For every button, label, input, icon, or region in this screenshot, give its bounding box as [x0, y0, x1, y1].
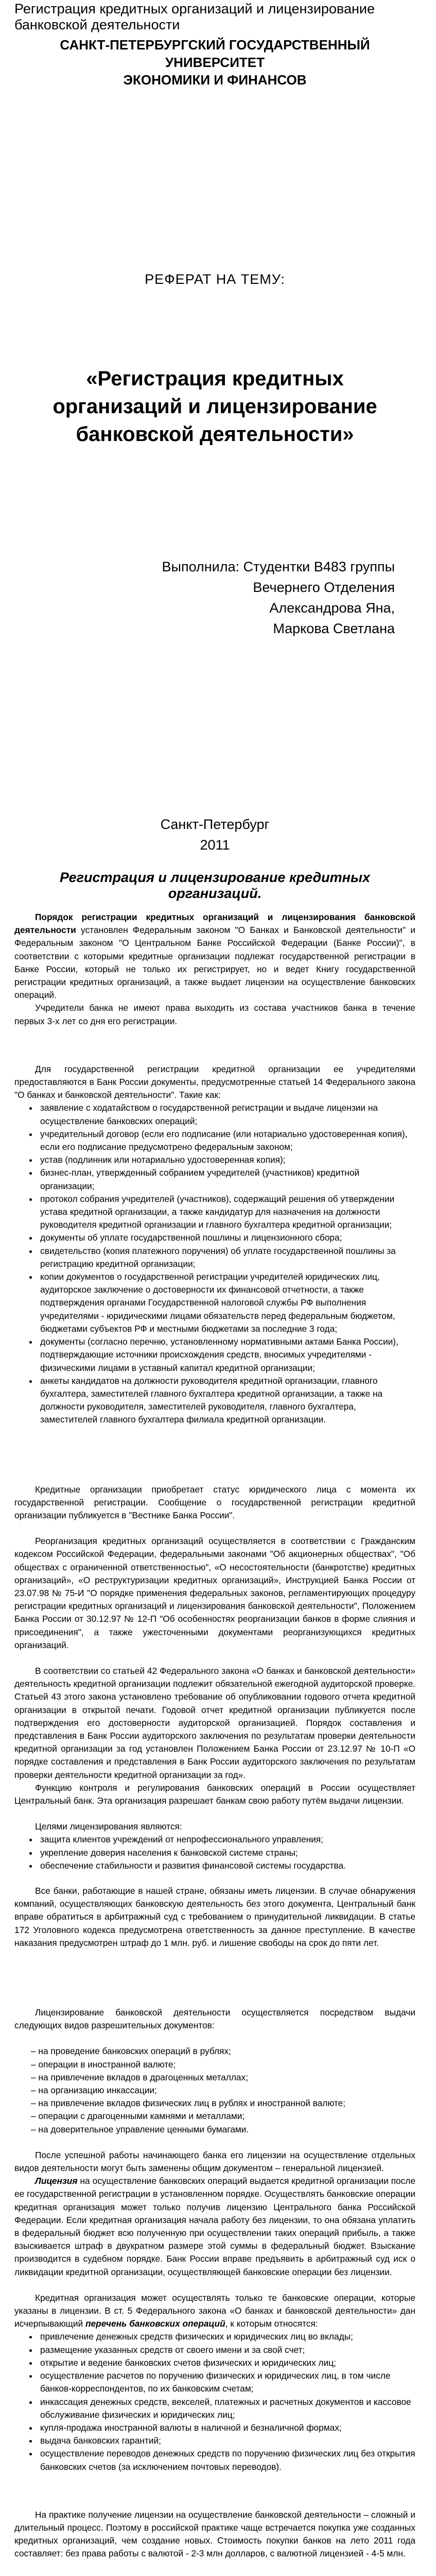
paragraph: На практике получение лицензии на осуществление банковской деятельности – сложный и длительный процесс. Поэтому в российской практике чаще встречается покупка уже созданных кредитных организаций, чем создание новых. Стоимость покупки банков на лето 2011 года составляет: без права работы с валютой - 2-3 млн долларов, с валютной лицензией - 4-5 млн. — [14, 2509, 415, 2559]
list-item: • анкеты кандидатов на должности руководителя кредитной организации, главного бухгалтера, заместителей главного бухгалтера кредитной организации, а также на должности руководителя, заместителей руководителя, главного бухгалтера, заместителей главного бухгалтера филиала кредитной организации. — [38, 1375, 415, 1427]
list-item: • заявление с ходатайством о государственной регистрации и выдаче лицензии на осуществление банковских операций; — [38, 1101, 415, 1127]
spacer — [14, 1028, 415, 1063]
city: Санкт-Петербург — [160, 817, 270, 832]
list-item: – на организацию инкассации; — [31, 2085, 157, 2096]
cover-title: «Регистрация кредитных организаций и лицензирование банковской деятельности» — [53, 367, 377, 446]
paragraph: Все банки, работающие в нашей стране, обязаны иметь лицензии. В случае обнаружения компаний, осуществляющих банковскую деятельность без этого документа, Центральный банк вправе обратиться в арбитражный суд с требованием о принудительной ликвидации. В статье 172 Уголовного кодекса предусмотрена ответственность за данное преступление. В качестве наказания предусмотрен штраф до 1 млн. руб. и лишение свободы на срок до пяти лет. — [14, 1886, 415, 1948]
paragraph: Целями лицензирования являются: — [35, 1821, 182, 1832]
list-item: • копии документов о государственной регистрации учредителей юридических лиц, аудиторское заключение о достоверности их финансовой отчетности, а также подтверждения органами Государственной налоговой службы РФ выполнения учредителями - юридическими лицами обязательств перед федеральным бюджетом, бюджетами субъектов РФ и местными бюджетами за последние 3 года; — [38, 1270, 415, 1335]
paragraph: После успешной работы начинающего банка его лицензии на осуществление отдельных видов деятельности могут быть заменены общим документом – генеральной лицензией. — [14, 2149, 415, 2174]
paragraph: Для государственной регистрации кредитной организации ее учредителями предоставляются в Банк России документы, предусмотренные статьей 14 Федерального закона "О банках и банковской деятельности". Такие как: — [14, 1063, 415, 1100]
paragraph: Кредитные организации приобретает статус юридического лица с момента их государственной регистрации. Сообщение о государственной регистрации кредитной организации публикуется в "Вестнике Банка России". — [14, 1484, 415, 1520]
list-item: • обеспечение стабильности и развития финансовой системы государства. — [38, 1859, 415, 1872]
paragraph — [14, 2175, 415, 2279]
list-item: • документы (согласно перечню, установленному нормативными актами Банка России), подтверждающие источники происхождения средств, вносимых учредителями - физическими лицами в уставный капитал кредитной организации; — [38, 1335, 415, 1375]
list-item: – на привлечение вкладов в драгоценных металлах; — [31, 2072, 248, 2082]
list-item: • документы об уплате государственной пошлины и лицензионного сбора; — [38, 1231, 415, 1244]
list-item: – на привлечение вкладов физических лиц в рублях и иностранной валюте; — [31, 2098, 346, 2109]
list-item: • осуществление переводов денежных средств по поручению физических лиц без открытия банковских счетов (за исключением почтовых переводов). — [38, 2447, 415, 2473]
spacer — [14, 2136, 415, 2149]
paragraph: В соответствии со статьей 42 Федерального закона «О банках и банковской деятельности» деятельность кредитной организации подлежит обязательной ежегодной аудиторской проверке. Статьей 43 этого закона установлено требование об опубликовании годового отчета кредитной организации в открытой печати. Годовой отчет кредитной организации публикуется после подтверждения его достоверности аудиторской организацией. Порядок составления и представления в Банк России аудиторского заключения по результатам проверки деятельности кредитной организации за год установлен Положением Банка России от 23.12.97 № 10-П «О порядке составления и представления в Банк России аудиторского заключения по результатам проверки деятельности кредитной организации за год». — [14, 1665, 415, 1780]
document-page — [0, 1, 436, 2561]
spacer — [14, 1522, 415, 1535]
list-item: • размещение указанных средств от своего имени и за свой счет; — [38, 2344, 415, 2357]
city-year-block — [14, 814, 415, 855]
list-item: • свидетельство (копия платежного поручения) об уплате государственной пошлины за регистрацию кредитной организации; — [38, 1245, 415, 1270]
paragraph — [14, 911, 415, 1002]
paragraph-lead: Порядок регистрации кредитных организаций и лицензирования банковской деятельности — [14, 912, 415, 936]
paragraph: Кредитная организация может осуществлять только те банковские операции, которые указаны в лицензии. В ст. 5 Федерального закона «О банках и банковской деятельности» дан исчерпывающий перечень банковских операций, к которым относятся: — [14, 2292, 415, 2329]
year: 2011 — [200, 837, 230, 853]
spacer — [14, 2473, 415, 2509]
list-item: • укрепление доверия населения к банковской системе страны; — [38, 1846, 415, 1859]
paragraph-text: установлен Федеральным законом "О Банках и Банковской деятельности" и Федеральным законом "О Центральном Банке Российской Федерации (Банке России)", в соответствии с которыми кредитные организации подлежат государственной регистрации в Банке России, который не только их регистрирует, но и ведет Книгу государственной регистрации кредитных организаций, а также выдает лицензии на осуществление банковских операций. — [14, 925, 415, 1001]
section-title: Регистрация и лицензирование кредитных организаций. — [59, 870, 371, 901]
list-item: – операции с драгоценными камнями и металлами; — [31, 2111, 245, 2122]
author-line: Выполнила: Студентки В483 группы — [162, 559, 395, 574]
author-line: Александрова Яна, — [269, 600, 395, 616]
paragraph: Функцию контроля и регулирования банковских операций в России осуществляет Центральный банк. Эта организация разрешает банкам свою работу путём выдачи лицензии. — [14, 1782, 415, 1806]
list-item: • выдача банковских гарантий; — [38, 2434, 415, 2447]
list-item: – на проведение банковских операций в рублях; — [31, 2046, 231, 2057]
university-name-line1: САНКТ-ПЕТЕРБУРГСКИЙ ГОСУДАРСТВЕННЫЙ УНИВЕРСИТЕТ — [60, 37, 370, 70]
list-item: • защита клиентов учреждений от непрофессионального управления; — [38, 1833, 415, 1846]
university-name — [35, 36, 395, 89]
author-line: Маркова Светлана — [273, 621, 395, 636]
list-item: • учредительный договор (если его подписание (или нотариально удостоверенная копия), если его подписание предусмотрено федеральным законом; — [38, 1128, 415, 1154]
spacer — [14, 2032, 415, 2045]
paragraph: Учредители банка не имеют права выходить из состава участников банка в течение первых 3-х лет со дня его регистрации. — [14, 1003, 415, 1026]
author-line: Вечернего Отделения — [253, 580, 395, 595]
goals-list — [14, 1833, 415, 1872]
paragraph: Реорганизация кредитных организаций осуществляется в соответствии с Гражданским кодексом Российской Федерации, федеральными законами "Об акционерных обществах", "Об обществах с ограниченной ответственностью", «О несостоятельности (банкротстве) кредитных организаций», «О реструктуризации кредитных организаций», Инструкцией Банка России от 23.07.98 № 75-И "О порядке применения федеральных законов, регламентирующих процедуру регистрации кредитных организаций и лицензирования банковской деятельности", Положением Банка России от 30.12.97 № 12-П "Об особенностях реорганизации банков в форме слияния и присоединения", а также ужесточенными документами реорганизующихся кредитных организаций. — [14, 1536, 415, 1650]
paragraph-emphasis: перечень банковских операций — [85, 2318, 225, 2329]
spacer — [14, 1652, 415, 1665]
list-item: • бизнес-план, утвержденный собранием учредителей (участников) кредитной организации; — [38, 1166, 415, 1192]
list-item: – на доверительное управление ценными бумагами. — [31, 2124, 249, 2134]
list-item: • купля-продажа иностранной валюты в наличной и безналичной формах; — [38, 2421, 415, 2434]
paragraph-text: на осуществление банковских операций выдается кредитной организации после ее государственной регистрации в установленном порядке. Осуществлять банковские операции кредитная организация может только получив лицензию Центрального банка Российской Федерации. Если кредитная организация начала работу без лицензии, то она обязана уплатить в федеральный бюджет всю полученную при осуществлении таких операций прибыль, а также взыскивается штраф в двукратном размере этой суммы в федеральный бюджет. Взыскание производится в судебном порядке. Банк России вправе предъявить в арбитражный суд иск о ликвидации кредитной организации, осуществляющей банковские операции без лицензии. — [14, 2176, 415, 2277]
list-item: – операции в иностранной валюте; — [31, 2059, 176, 2070]
paragraph-lead: Лицензия — [35, 2176, 78, 2187]
referat-label: РЕФЕРАТ НА ТЕМУ: — [145, 272, 285, 287]
authors-block — [14, 556, 415, 639]
spacer — [14, 1872, 415, 1885]
spacer — [14, 1807, 415, 1820]
operations-list — [14, 2330, 415, 2473]
list-item: • устав (подлинник или нотариально удостоверенная копия); — [38, 1154, 415, 1166]
university-name-line2: ЭКОНОМИКИ И ФИНАНСОВ — [123, 72, 307, 88]
list-item: • осуществление расчетов по поручению физических и юридических лиц, в том числе банков-корреспондентов, по их банковским счетам; — [38, 2369, 415, 2395]
list-item: • протокол собрания учредителей (участников), содержащий решения об утверждении устава кредитной организации, а также кандидатур для назначения на должности руководителя кредитной организации и главного бухгалтера кредитной организации; — [38, 1193, 415, 1232]
paragraph: Лицензирование банковской деятельности осуществляется посредством выдачи следующих видов разрешительных документов: — [14, 2007, 415, 2031]
spacer — [14, 2279, 415, 2292]
list-item: • открытие и ведение банковских счетов физических и юридических лиц; — [38, 2357, 415, 2369]
license-types-list — [14, 2045, 415, 2136]
document-header-title: Регистрация кредитных организаций и лицензирование банковской деятельности — [14, 1, 375, 32]
list-item: • привлечение денежных средств физических и юридических лиц во вклады; — [38, 2330, 415, 2343]
spacer — [14, 1427, 415, 1483]
spacer — [14, 1950, 415, 2006]
documents-list — [14, 1101, 415, 1426]
list-item: • инкассация денежных средств, векселей, платежных и расчетных документов и кассовое обслуживание физических и юридических лиц; — [38, 2396, 415, 2421]
